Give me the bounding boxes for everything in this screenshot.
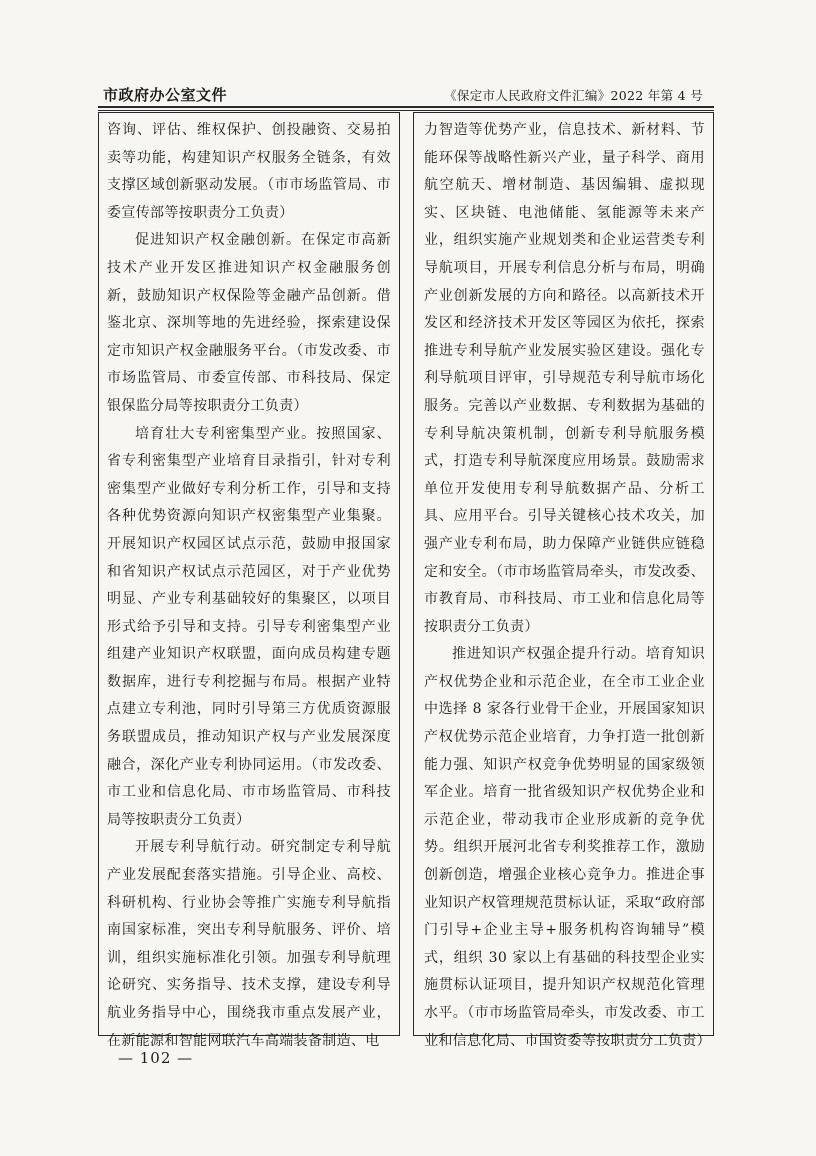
header-publication-title: 《保定市人民政府文件汇编》2022 年第 4 号 (444, 88, 703, 103)
header-rule-thin (98, 110, 714, 111)
paragraph: 开展专利导航行动。研究制定专利导航产业发展配套落实措施。引导企业、高校、科研机构、行业协会等推广实施专利导航指南国家标准，突出专利导航服务、评价、培训，组织实施标准化引领。加强专利导航理论研究、实务指导、技术支撑，建设专利导航业务指导中心，围绕我市重点发展产业，在新能源和智能网联汽车高端装备制造、电 (107, 839, 391, 1049)
page-number: — 102 — (118, 1049, 194, 1067)
paragraph: 推进知识产权强企提升行动。培育知识产权优势企业和示范企业，在全市工业企业中选择 8 家各行业骨干企业，开展国家知识产权优势示范企业培育，力争打造一批创新能力强、知识产权竞争优势明显的国家级领军企业。培育一批省级知识产权优势企业和示范企业，带动我市企业形成新的竞争优势。组织开展河北省专利奖推荐工作，激励创新创造，增强企业核心竞争力。推进企事业知识产权管理规范贯标认证，采取“政府部门引导+企业主导+服务机构咨询辅导”模式，组织 30 家以上有基础的科技型企业实施贯标认证项目，提升知识产权规范化管理水平。（市市场监管局牵头，市发改委、市工业和信息化局、市国资委等按职责分工负责） (424, 646, 711, 1049)
page-header (103, 84, 703, 106)
header-office-title: 市政府办公室文件 (103, 86, 228, 104)
left-column-frame (98, 112, 400, 1049)
paragraph: 力智造等优势产业，信息技术、新材料、节能环保等战略性新兴产业，量子科学、商用航空航天、增材制造、基因编辑、虚拟现实、区块链、电池储能、氢能源等未来产业，组织实施产业规划类和企业运营类专利导航项目，开展专利信息分析与布局，明确产业创新发展的方向和路径。以高新技术开发区和经济技术开发区等园区为依托，探索推进专利导航产业发展实验区建设。强化专利导航项目评审，引导规范专利导航市场化服务。完善以产业数据、专利数据为基础的专利导航决策机制，创新专利导航服务模式，打造专利导航深度应用场景。鼓励需求单位开发使用专利导航数据产品、分析工具、应用平台。引导关键核心技术攻关，加强产业专利布局，助力保障产业链供应链稳定和安全。（市市场监管局牵头，市发改委、市教育局、市科技局、市工业和信息化局等按职责分工负责） (424, 122, 705, 635)
header-rule (98, 106, 714, 108)
left-column-text (107, 117, 391, 1055)
paragraph: 培育壮大专利密集型产业。按照国家、省专利密集型产业培育目录指引，针对专利密集型产业做好专利分析工作，引导和支持各种优势资源向知识产权密集型产业集聚。开展知识产权园区试点示范，鼓励申报国家和省知识产权试点示范园区，对于产业优势明显、产业专利基础较好的集聚区，以项目形式给予引导和支持。引导专利密集型产业组建产业知识产权联盟，面向成员构建专题数据库，进行专利挖掘与布局。根据产业特点建立专利池，同时引导第三方优质资源服务联盟成员，推动知识产权与产业发展深度融合，深化产业专利协同运用。（市发改委、市工业和信息化局、市市场监管局、市科技局等按职责分工负责） (107, 425, 391, 828)
right-column-text (424, 117, 711, 1055)
paragraph: 咨询、评估、维权保护、创投融资、交易拍卖等功能，构建知识产权服务全链条，有效支撑区域创新驱动发展。（市市场监管局、市委宣传部等按职责分工负责） (107, 122, 391, 221)
right-column-frame (413, 112, 714, 1049)
paragraph: 促进知识产权金融创新。在保定市高新技术产业开发区推进知识产权金融服务创新，鼓励知识产权保险等金融产品创新。借鉴北京、深圳等地的先进经验，探索建设保定市知识产权金融服务平台。（市发改委、市市场监管局、市委宣传部、市科技局、保定银保监分局等按职责分工负责） (107, 232, 391, 414)
